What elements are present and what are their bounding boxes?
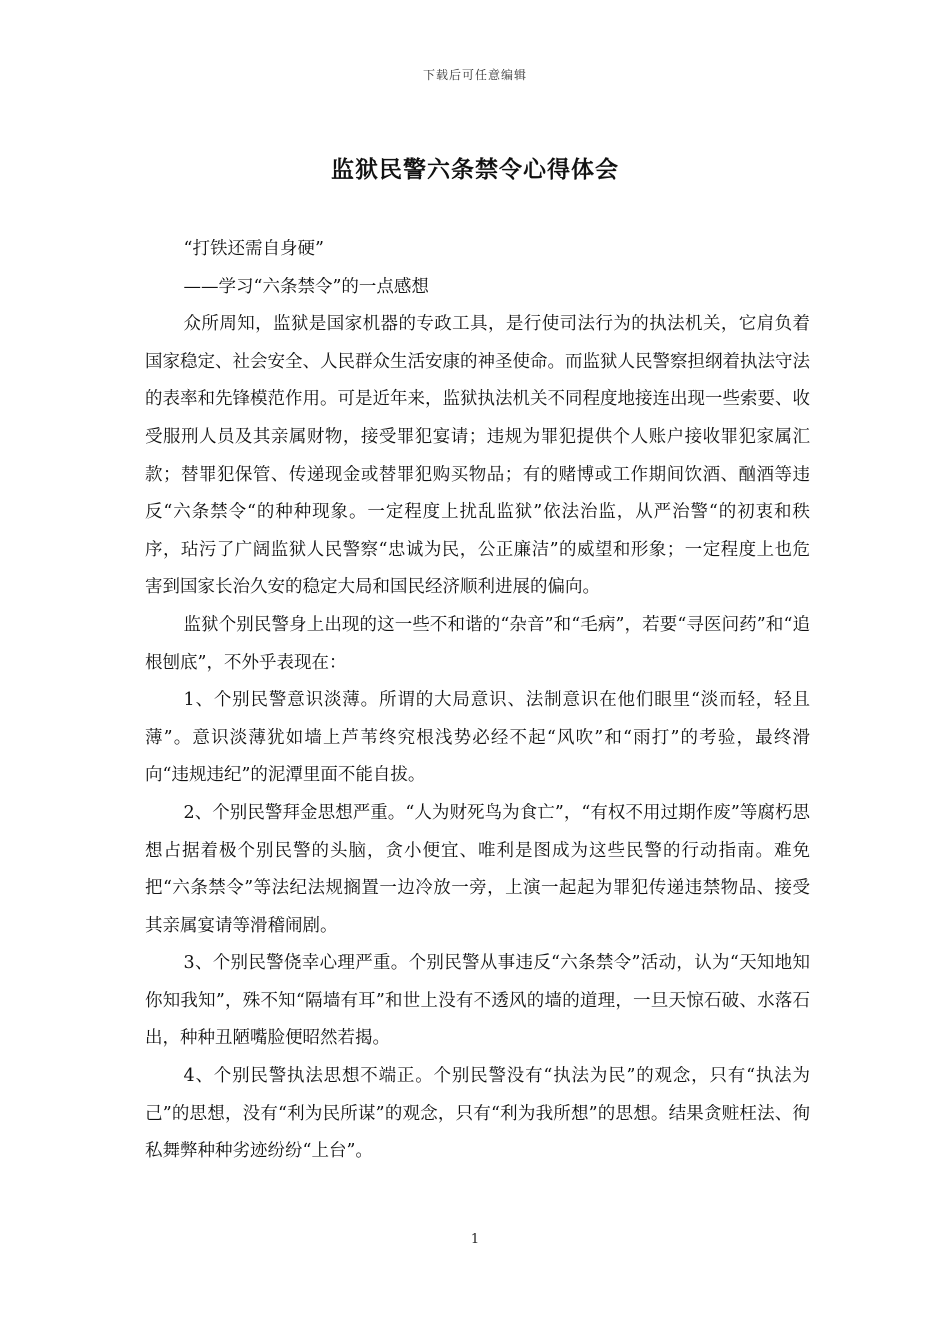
paragraph-point-1: 1、个别民警意识淡薄。所谓的大局意识、法制意识在他们眼里“淡而轻，轻且薄”。意识淡薄犹如墙上芦苇终究根浅势必经不起“风吹”和“雨打”的考验，最终滑向“违规违纪”的泥潭里面不能自拔。	[145, 690, 810, 786]
paragraph-point-2: 2、个别民警拜金思想严重。“人为财死鸟为食亡”，“有权不用过期作废”等腐朽思想占据着极个别民警的头脑，贪小便宜、唯利是图成为这些民警的行动指南。难免把“六条禁令”等法纪法规搁置一边冷放一旁，上演一起起为罪犯传递违禁物品、接受其亲属宴请等滑稽闹剧。	[145, 802, 810, 936]
document-title: 监狱民警六条禁令心得体会	[331, 156, 619, 183]
paragraph-causes: 监狱个别民警身上出现的这一些不和谐的“杂音”和“毛病”，若要“寻医问药”和“追根刨底”，不外乎表现在：	[145, 614, 810, 673]
document-body	[145, 231, 810, 1171]
subtitle-line: ——学习“六条禁令”的一点感想	[183, 276, 429, 297]
paragraph-point-3: 3、个别民警侥幸心理严重。个别民警从事违反“六条禁令”活动，认为“天知地知你知我知”，殊不知“隔墙有耳”和世上没有不透风的墙的道理，一旦天惊石破、水落石出，种种丑陋嘴脸便昭然若揭。	[145, 953, 810, 1049]
paragraph-point-4: 4、个别民警执法思想不端正。个别民警没有“执法为民”的观念，只有“执法为己”的思想，没有“利为民所谋”的观念，只有“利为我所想”的思想。结果贪赃枉法、徇私舞弊种种劣迹纷纷“上台”。	[145, 1066, 810, 1162]
paragraph-intro: 众所周知，监狱是国家机器的专政工具，是行使司法行为的执法机关，它肩负着国家稳定、社会安全、人民群众生活安康的神圣使命。而监狱人民警察担纲着执法守法的表率和先锋模范作用。可是近年来，监狱执法机关不同程度地接连出现一些索要、收受服刑人员及其亲属财物，接受罪犯宴请；违规为罪犯提供个人账户接收罪犯家属汇款；替罪犯保管、传递现金或替罪犯购买物品；有的赌博或工作期间饮酒、酗酒等违反“六条禁令“的种种现象。一定程度上扰乱监狱”依法治监，从严治警“的初衷和秩序，玷污了广阔监狱人民警察“忠诚为民，公正廉洁”的威望和形象；一定程度上也危害到国家长治久安的稳定大局和国民经济顺利进展的偏向。	[145, 314, 810, 598]
header-note: 下载后可任意编辑	[422, 68, 527, 82]
quote-heading: “打铁还需自身硬”	[183, 239, 324, 259]
page-number: 1	[470, 1232, 480, 1247]
